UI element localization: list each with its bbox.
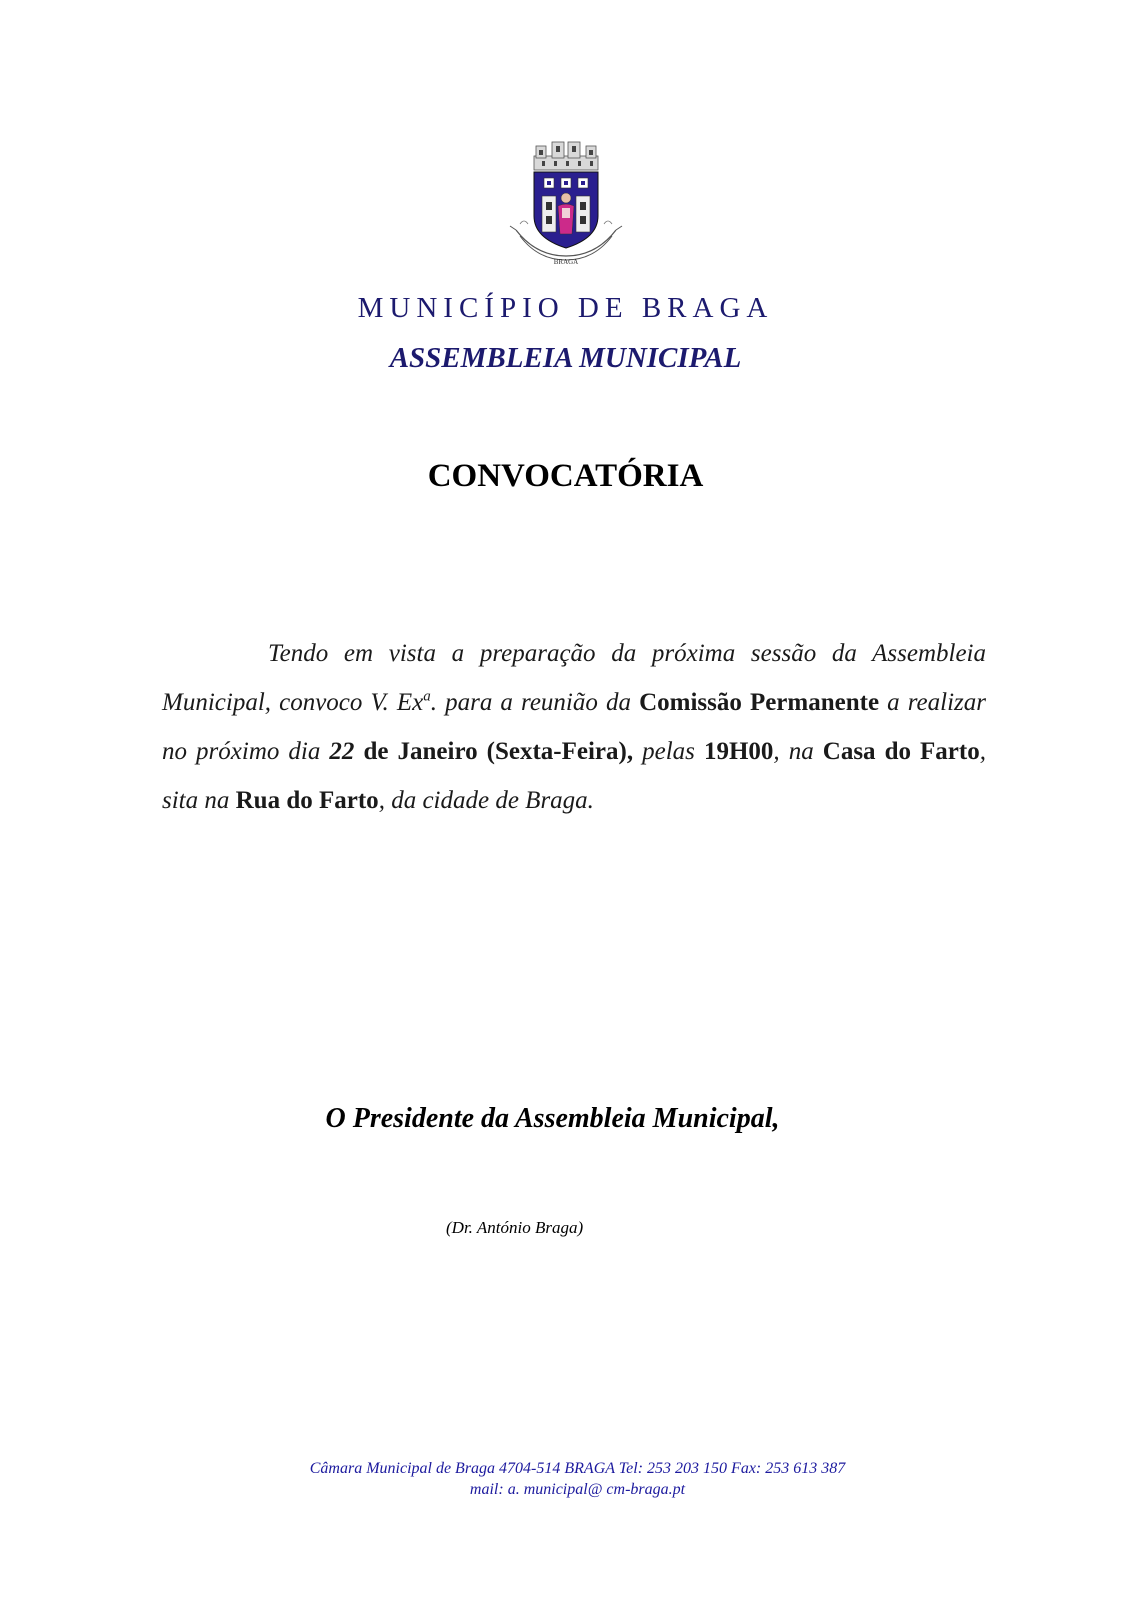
body-text-3: a realizar no próximo dia <box>162 689 986 765</box>
signer-name: (Dr. António Braga) <box>446 1218 584 1237</box>
meeting-day: 22 <box>329 738 355 765</box>
signature-role <box>0 1103 1131 1135</box>
assembly-name: ASSEMBLEIA MUNICIPAL <box>389 342 742 374</box>
signature-role-text: O Presidente da Assembleia Municipal, <box>325 1103 780 1134</box>
body-text-5: , na <box>773 738 823 765</box>
body-text-6: , sita na <box>162 738 986 814</box>
footer-address: Câmara Municipal de Braga 4704-514 BRAGA Tel: 253 203 150 Fax: 253 613 387 <box>309 1460 846 1477</box>
convocation-paragraph <box>162 629 986 825</box>
body-superscript: a <box>423 688 431 705</box>
braga-coat-of-arms-icon <box>506 138 626 266</box>
body-text-7: , da cidade de Braga. <box>378 787 594 814</box>
municipality-name: MUNICÍPIO DE BRAGA <box>357 292 774 324</box>
document-title: CONVOCATÓRIA <box>427 458 704 494</box>
committee-name: Comissão Permanente <box>639 689 880 716</box>
meeting-month: de Janeiro (Sexta-Feira), <box>363 738 634 765</box>
crest-caption: BRAGA <box>553 258 579 266</box>
footer <box>0 1458 1131 1500</box>
meeting-venue: Casa do Farto <box>822 738 980 765</box>
meeting-street: Rua do Farto <box>235 787 379 814</box>
body-text-4: pelas <box>633 738 704 765</box>
meeting-time: 19H00 <box>703 738 774 765</box>
body-text-2: . para a reunião da <box>430 689 640 716</box>
footer-email: mail: a. municipal@ cm-braga.pt <box>469 1481 686 1498</box>
body-text-1: Tendo em vista a preparação da próxima sessão da Assembleia Municipal, convoco V. Ex <box>162 640 986 716</box>
